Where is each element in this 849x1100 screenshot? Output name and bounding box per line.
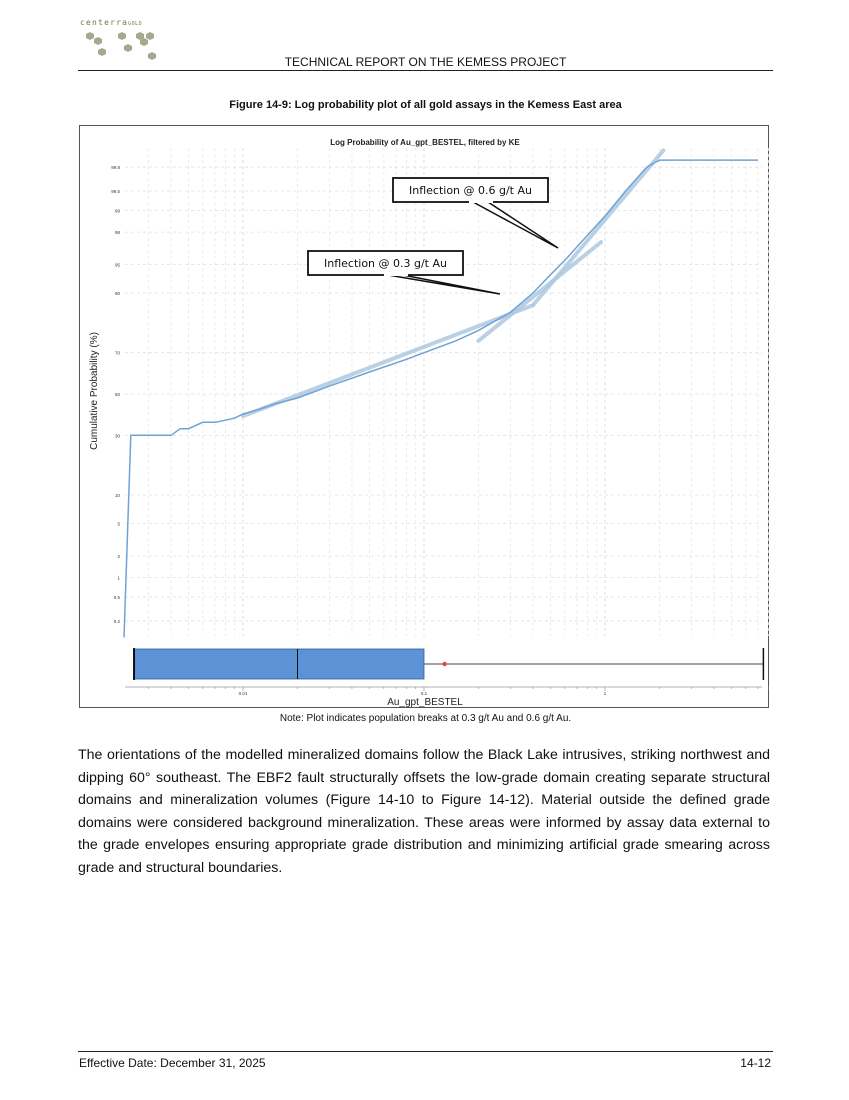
annotation-label: Inflection @ 0.3 g/t Au [323, 257, 448, 270]
log-probability-figure [79, 125, 769, 708]
y-tick-label: 90 [114, 291, 120, 296]
y-axis-label: Cumulative Probability (%) [89, 332, 100, 450]
y-tick-label: 99.8 [111, 165, 120, 171]
x-tick-label: 1 [603, 691, 607, 696]
logo-wordmark-main: centerra [80, 18, 129, 27]
cumulative-probability-line [124, 160, 758, 637]
log-probability-chart [80, 126, 770, 709]
annotation-pointer [473, 202, 558, 248]
y-tick-label: 5 [117, 521, 120, 527]
annotation-pointer [388, 275, 500, 294]
annotation-label: Inflection @ 0.6 g/t Au [408, 184, 533, 197]
x-axis-label: Au_gpt_BESTEL [387, 697, 463, 708]
annotation-joint [384, 273, 408, 276]
x-tick-label: 0.01 [238, 691, 248, 696]
figure-caption: Figure 14-9: Log probability plot of all gold assays in the Kemess East area [229, 99, 622, 111]
chart-title: Log Probability of Au_gpt_BESTEL, filtered by KE [330, 138, 520, 147]
fit-segment [478, 242, 600, 341]
y-tick-label: 30 [114, 433, 120, 439]
fit-segment [243, 305, 533, 416]
y-tick-label: 1 [117, 575, 120, 581]
annotation-joint [469, 200, 493, 203]
y-tick-label: 99 [114, 208, 120, 214]
y-tick-label: 0.2 [113, 618, 120, 624]
header-divider [78, 70, 773, 71]
body-paragraph: The orientations of the modelled mineralized domains follow the Black Lake intrusives, striking northwest and dipping 60° southeast. The EBF2 fault structurally offsets the low-grade domain creating separate structural domains and mineralization volumes (Figure 14-10 to Figure 14-12). Material outside the defined grade domains were considered background mineralization. These areas were informed by assay data external to the grade envelopes ensuring appropriate grade distribution and minimizing artificial grade smearing across grade and structural boundaries. [78, 747, 770, 876]
y-tick-label: 0.5 [113, 595, 120, 601]
fit-segment [533, 150, 663, 305]
y-tick-label: 50 [114, 392, 120, 397]
x-tick-label: 0.1 [420, 691, 428, 696]
boxplot-mean-marker [442, 662, 446, 666]
y-tick-label: 98 [114, 230, 120, 236]
footer-effective-date: Effective Date: December 31, 2025 [79, 1056, 266, 1070]
footer-page-number: 14-12 [740, 1056, 771, 1070]
y-tick-label: 99.5 [111, 188, 120, 194]
y-tick-label: 95 [114, 262, 120, 268]
report-header-title: TECHNICAL REPORT ON THE KEMESS PROJECT [284, 55, 567, 69]
y-tick-label: 70 [114, 350, 120, 356]
boxplot-box [134, 649, 424, 679]
y-tick-label: 10 [114, 493, 120, 498]
footer-divider [78, 1051, 773, 1052]
figure-note: Note: Plot indicates population breaks at 0.3 g/t Au and 0.6 g/t Au. [279, 713, 572, 724]
logo-wordmark-suffix: GOLD [128, 21, 143, 27]
y-tick-label: 2 [117, 553, 120, 559]
